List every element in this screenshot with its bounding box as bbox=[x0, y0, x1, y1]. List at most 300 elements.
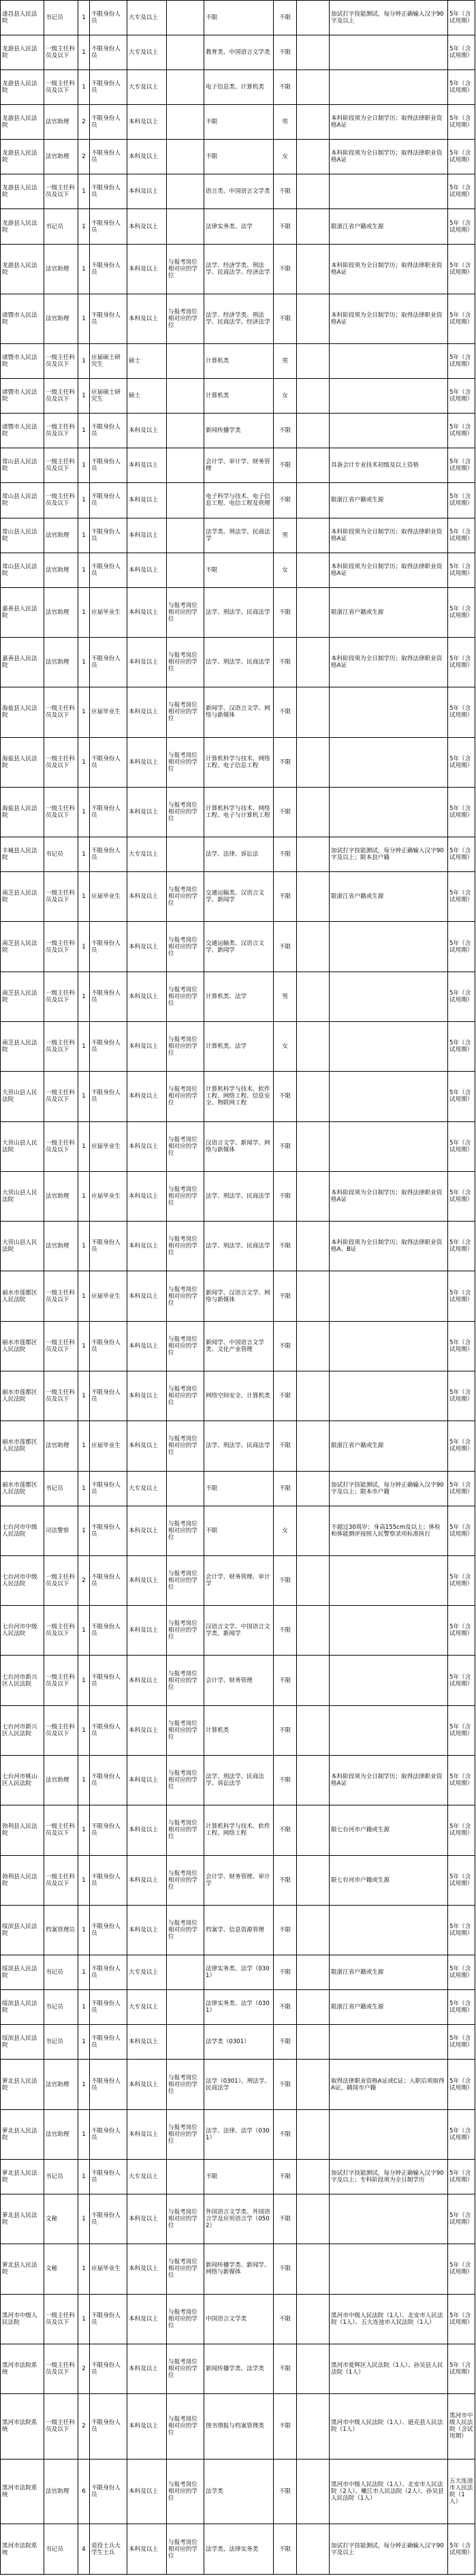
position-cell: 一级主任科员及以下 bbox=[44, 1021, 78, 1071]
major-cell: 法学（0301）、刑法学、民商法学 bbox=[204, 2060, 274, 2109]
position-cell: 一级主任科员及以下 bbox=[44, 448, 78, 483]
service-term-cell: 5年（含试用期） bbox=[448, 1555, 475, 1605]
major-cell: 交通运输类、汉语言文学、新闻学 bbox=[204, 872, 274, 922]
remarks-cell bbox=[330, 174, 448, 209]
identity-cell: 应届毕业生 bbox=[90, 587, 127, 637]
major-cell: 法学、刑法学、民商法学 bbox=[204, 1171, 274, 1221]
service-term-cell: 5年（含试用期） bbox=[448, 1905, 475, 1955]
education-cell: 大专及以上 bbox=[127, 1, 167, 35]
service-term-cell: 5年（含试用期） bbox=[448, 35, 475, 70]
position-cell: 书记员 bbox=[44, 2159, 78, 2194]
gender-cell: 不限 bbox=[274, 687, 297, 737]
education-cell: 本科及以上 bbox=[127, 1271, 167, 1321]
other-cell bbox=[297, 2459, 330, 2524]
education-cell: 本科及以上 bbox=[127, 174, 167, 209]
degree-cell: 与报考岗位相对应的学位 bbox=[167, 1072, 204, 1121]
count-cell: 1 bbox=[78, 1905, 90, 1955]
service-term-cell: 5年（含试用期） bbox=[448, 1855, 475, 1905]
other-cell bbox=[297, 553, 330, 587]
table-row bbox=[1, 1171, 475, 1221]
unit-cell: 勃利县人民法院 bbox=[1, 1805, 44, 1855]
table-row bbox=[1, 414, 475, 448]
unit-cell: 诸暨市人民法院 bbox=[1, 414, 44, 448]
count-cell: 4 bbox=[78, 2524, 90, 2575]
table-row bbox=[1, 35, 475, 70]
service-term-cell: 5年（含试用期） bbox=[448, 2060, 475, 2109]
gender-cell: 男 bbox=[274, 344, 297, 379]
major-cell: 不限 bbox=[204, 1506, 274, 1555]
table-row bbox=[1, 344, 475, 379]
degree-cell: 与报考岗位相对应的学位 bbox=[167, 294, 204, 343]
position-cell: 一级主任科员及以下 bbox=[44, 872, 78, 922]
identity-cell: 不限身份人员 bbox=[90, 637, 127, 687]
gender-cell: 不限 bbox=[274, 1756, 297, 1805]
other-cell bbox=[297, 1805, 330, 1855]
service-term-cell: 5年（含试用期） bbox=[448, 518, 475, 553]
gender-cell: 不限 bbox=[274, 872, 297, 922]
table-row bbox=[1, 1555, 475, 1605]
table-row bbox=[1, 1121, 475, 1171]
gender-cell: 不限 bbox=[274, 244, 297, 294]
gender-cell: 不限 bbox=[274, 2524, 297, 2575]
other-cell bbox=[297, 35, 330, 70]
gender-cell: 不限 bbox=[274, 2459, 297, 2524]
major-cell: 法学、刑法学、民商法学 bbox=[204, 587, 274, 637]
gender-cell: 不限 bbox=[274, 2344, 297, 2393]
count-cell: 1 bbox=[78, 244, 90, 294]
position-cell: 书记员 bbox=[44, 1471, 78, 1506]
major-cell: 计算机类 bbox=[204, 379, 274, 414]
position-cell: 一级主任科员及以下 bbox=[44, 344, 78, 379]
table-row bbox=[1, 1021, 475, 1071]
major-cell: 法学、经济学类、刑法学、民商法学、经济法学 bbox=[204, 244, 274, 294]
service-term-cell: 5年（含试用期） bbox=[448, 1805, 475, 1855]
other-cell bbox=[297, 2060, 330, 2109]
unit-cell: 黑河市法院系统 bbox=[1, 2344, 44, 2393]
other-cell bbox=[297, 972, 330, 1021]
degree-cell bbox=[167, 1990, 204, 2025]
identity-cell: 不限身份人员 bbox=[90, 737, 127, 787]
identity-cell: 不限身份人员 bbox=[90, 294, 127, 343]
count-cell: 1 bbox=[78, 414, 90, 448]
education-cell: 大专及以上 bbox=[127, 1990, 167, 2025]
position-cell: 法官助理 bbox=[44, 637, 78, 687]
degree-cell bbox=[167, 553, 204, 587]
major-cell: 法律实务类、法学 bbox=[204, 209, 274, 244]
remarks-cell: 黑河市爱辉区人民法院（1人）、孙吴县人民法院（1人） bbox=[330, 2344, 448, 2393]
gender-cell: 不限 bbox=[274, 1855, 297, 1905]
gender-cell: 不限 bbox=[274, 2109, 297, 2159]
major-cell: 法律实务类、法学（0301） bbox=[204, 1955, 274, 1990]
major-cell: 汉语言文学、新闻学、网络与新媒体 bbox=[204, 1121, 274, 1171]
gender-cell: 不限 bbox=[274, 1656, 297, 1705]
gender-cell: 不限 bbox=[274, 787, 297, 837]
unit-cell: 大营山县人民法院 bbox=[1, 1072, 44, 1121]
major-cell: 图书情报与档案管理类 bbox=[204, 2394, 274, 2459]
identity-cell: 不限身份人员 bbox=[90, 174, 127, 209]
table-row bbox=[1, 294, 475, 343]
degree-cell: 与报考岗位相对应的学位 bbox=[167, 1606, 204, 1656]
remarks-cell: 不超过30周岁；身高155cm及以上；体检和体能测评按照人民警察录用标准执行 bbox=[330, 1506, 448, 1555]
unit-cell: 七台河市新兴区人民法院 bbox=[1, 1705, 44, 1755]
major-cell: 法学、法律、法学（0301） bbox=[204, 2109, 274, 2159]
other-cell bbox=[297, 1506, 330, 1555]
count-cell: 1 bbox=[78, 448, 90, 483]
position-cell: 法官助理 bbox=[44, 244, 78, 294]
major-cell: 法学、刑法学、民商法学 bbox=[204, 1421, 274, 1471]
count-cell: 2 bbox=[78, 2394, 90, 2459]
gender-cell: 不限 bbox=[274, 209, 297, 244]
table-row bbox=[1, 2294, 475, 2344]
major-cell: 不限 bbox=[204, 2159, 274, 2194]
degree-cell: 与报考岗位相对应的学位 bbox=[167, 2394, 204, 2459]
education-cell: 本科及以上 bbox=[127, 1805, 167, 1855]
count-cell: 1 bbox=[78, 1506, 90, 1555]
table-row bbox=[1, 787, 475, 837]
position-cell: 一级主任科员及以下 bbox=[44, 1805, 78, 1855]
other-cell bbox=[297, 209, 330, 244]
gender-cell: 不限 bbox=[274, 2159, 297, 2194]
major-cell: 会计学、审计学、财务管理 bbox=[204, 448, 274, 483]
other-cell bbox=[297, 2344, 330, 2393]
degree-cell: 与报考岗位相对应的学位 bbox=[167, 637, 204, 687]
gender-cell: 不限 bbox=[274, 1555, 297, 1605]
unit-cell: 龙游县人民法院 bbox=[1, 174, 44, 209]
remarks-cell bbox=[330, 1271, 448, 1321]
other-cell bbox=[297, 587, 330, 637]
education-cell: 本科及以上 bbox=[127, 1171, 167, 1221]
major-cell: 会计学、财务管理 bbox=[204, 1656, 274, 1705]
degree-cell: 与报考岗位相对应的学位 bbox=[167, 2294, 204, 2344]
unit-cell: 丽水市莲都区人民法院 bbox=[1, 1271, 44, 1321]
education-cell: 本科及以上 bbox=[127, 294, 167, 343]
position-cell: 法官助理 bbox=[44, 140, 78, 174]
position-cell: 书记员 bbox=[44, 2025, 78, 2060]
count-cell: 1 bbox=[78, 837, 90, 872]
service-term-cell: 5年（含试用期） bbox=[448, 2244, 475, 2294]
degree-cell: 与报考岗位相对应的学位 bbox=[167, 922, 204, 972]
education-cell: 本科及以上 bbox=[127, 1656, 167, 1705]
position-cell: 司法警察 bbox=[44, 1506, 78, 1555]
major-cell: 语言类、中国语言文学类 bbox=[204, 174, 274, 209]
unit-cell: 龙游县人民法院 bbox=[1, 70, 44, 105]
table-row bbox=[1, 244, 475, 294]
unit-cell: 南芝县人民法院 bbox=[1, 972, 44, 1021]
education-cell: 本科及以上 bbox=[127, 872, 167, 922]
table-row bbox=[1, 837, 475, 872]
unit-cell: 大营山县人民法院 bbox=[1, 1171, 44, 1221]
table-row bbox=[1, 1072, 475, 1121]
remarks-cell bbox=[330, 1321, 448, 1371]
service-term-cell: 5年（含试用期） bbox=[448, 379, 475, 414]
identity-cell: 不限身份人员 bbox=[90, 2344, 127, 2393]
remarks-cell bbox=[330, 2194, 448, 2244]
unit-cell: 丽水市莲都区人民法院 bbox=[1, 1471, 44, 1506]
remarks-cell: 限浙江省户籍或生源 bbox=[330, 1421, 448, 1471]
major-cell: 不限 bbox=[204, 140, 274, 174]
degree-cell: 与报考岗位相对应的学位 bbox=[167, 1756, 204, 1805]
table-row bbox=[1, 1222, 475, 1271]
service-term-cell: 5年（含试用期） bbox=[448, 105, 475, 140]
identity-cell: 应届毕业生 bbox=[90, 1271, 127, 1321]
degree-cell bbox=[167, 2159, 204, 2194]
count-cell: 1 bbox=[78, 1990, 90, 2025]
other-cell bbox=[297, 1021, 330, 1071]
identity-cell: 不限身份人员 bbox=[90, 1555, 127, 1605]
degree-cell: 与报考岗位相对应的学位 bbox=[167, 1905, 204, 1955]
position-cell: 法官助理 bbox=[44, 1171, 78, 1221]
unit-cell: 常山县人民法院 bbox=[1, 553, 44, 587]
other-cell bbox=[297, 448, 330, 483]
position-cell: 一级主任科员及以下 bbox=[44, 1555, 78, 1605]
major-cell: 法律实务类、法学（0301） bbox=[204, 1990, 274, 2025]
remarks-cell bbox=[330, 344, 448, 379]
remarks-cell bbox=[330, 1656, 448, 1705]
unit-cell: 黑河市法院系统 bbox=[1, 2524, 44, 2575]
table-row bbox=[1, 872, 475, 922]
remarks-cell bbox=[330, 379, 448, 414]
position-cell: 一级主任科员及以下 bbox=[44, 1656, 78, 1705]
major-cell: 外国语言文学类、外国语言学及应用语言学（0502） bbox=[204, 2194, 274, 2244]
table-row bbox=[1, 637, 475, 687]
remarks-cell bbox=[330, 1121, 448, 1171]
education-cell: 本科及以上 bbox=[127, 2025, 167, 2060]
other-cell bbox=[297, 1705, 330, 1755]
service-term-cell: 5年（含试用期） bbox=[448, 1506, 475, 1555]
gender-cell: 不限 bbox=[274, 35, 297, 70]
education-cell: 大专及以上 bbox=[127, 2159, 167, 2194]
major-cell: 不限 bbox=[204, 1, 274, 35]
identity-cell: 不限身份人员 bbox=[90, 209, 127, 244]
identity-cell: 应届毕业生 bbox=[90, 2244, 127, 2294]
major-cell: 法学、刑法学、民商法学、诉讼法学 bbox=[204, 1756, 274, 1805]
remarks-cell bbox=[330, 70, 448, 105]
table-row bbox=[1, 1506, 475, 1555]
table-row bbox=[1, 483, 475, 518]
major-cell: 会计学、财务管理、审计学 bbox=[204, 1555, 274, 1605]
count-cell: 1 bbox=[78, 687, 90, 737]
count-cell: 1 bbox=[78, 35, 90, 70]
count-cell: 2 bbox=[78, 140, 90, 174]
other-cell bbox=[297, 1656, 330, 1705]
service-term-cell: 5年（含试用期） bbox=[448, 1321, 475, 1371]
table-row bbox=[1, 972, 475, 1021]
identity-cell: 不限身份人员 bbox=[90, 1805, 127, 1855]
major-cell: 教育类、中国语言文学类 bbox=[204, 35, 274, 70]
gender-cell: 不限 bbox=[274, 1705, 297, 1755]
gender-cell: 不限 bbox=[274, 174, 297, 209]
degree-cell: 与报考岗位相对应的学位 bbox=[167, 1171, 204, 1221]
degree-cell: 与报考岗位相对应的学位 bbox=[167, 1656, 204, 1705]
gender-cell: 不限 bbox=[274, 1955, 297, 1990]
other-cell bbox=[297, 872, 330, 922]
table-row bbox=[1, 70, 475, 105]
count-cell: 1 bbox=[78, 2194, 90, 2244]
education-cell: 本科及以上 bbox=[127, 2109, 167, 2159]
gender-cell: 不限 bbox=[274, 1072, 297, 1121]
education-cell: 本科及以上 bbox=[127, 1855, 167, 1905]
unit-cell: 常山县人民法院 bbox=[1, 483, 44, 518]
degree-cell: 与报考岗位相对应的学位 bbox=[167, 587, 204, 637]
position-cell: 一级主任科员及以下 bbox=[44, 1855, 78, 1905]
count-cell: 1 bbox=[78, 1421, 90, 1471]
education-cell: 本科及以上 bbox=[127, 1756, 167, 1805]
count-cell: 1 bbox=[78, 2294, 90, 2344]
service-term-cell: 5年（含试用期） bbox=[448, 483, 475, 518]
unit-cell: 诸暨市人民法院 bbox=[1, 379, 44, 414]
degree-cell bbox=[167, 35, 204, 70]
count-cell: 1 bbox=[78, 737, 90, 787]
position-cell: 法官助理 bbox=[44, 2060, 78, 2109]
gender-cell: 不限 bbox=[274, 1905, 297, 1955]
degree-cell: 与报考岗位相对应的学位 bbox=[167, 1222, 204, 1271]
unit-cell: 大营山县人民法院 bbox=[1, 1121, 44, 1171]
other-cell bbox=[297, 1756, 330, 1805]
gender-cell: 不限 bbox=[274, 1121, 297, 1171]
service-term-cell: 5年（含试用期） bbox=[448, 2025, 475, 2060]
count-cell: 1 bbox=[78, 1021, 90, 1071]
unit-cell: 南芝县人民法院 bbox=[1, 872, 44, 922]
unit-cell: 海盐县人民法院 bbox=[1, 787, 44, 837]
service-term-cell: 5年（含试用期） bbox=[448, 1121, 475, 1171]
table-row bbox=[1, 379, 475, 414]
position-cell: 法官助理 bbox=[44, 587, 78, 637]
service-term-cell: 5年（含试用期） bbox=[448, 1271, 475, 1321]
remarks-cell: 限浙江省户籍或生源 bbox=[330, 483, 448, 518]
education-cell: 本科及以上 bbox=[127, 737, 167, 787]
unit-cell: 嘉善县人民法院 bbox=[1, 637, 44, 687]
education-cell: 本科及以上 bbox=[127, 140, 167, 174]
service-term-cell: 5年（含试用期） bbox=[448, 244, 475, 294]
remarks-cell: 限浙江省户籍或生源 bbox=[330, 872, 448, 922]
gender-cell: 不限 bbox=[274, 1421, 297, 1471]
identity-cell: 退役士兵大学生士兵 bbox=[90, 2524, 127, 2575]
service-term-cell: 5年（含试用期） bbox=[448, 1656, 475, 1705]
identity-cell: 不限身份人员 bbox=[90, 972, 127, 1021]
identity-cell: 应届毕业生 bbox=[90, 687, 127, 737]
service-term-cell: 5年（含试用期） bbox=[448, 553, 475, 587]
education-cell: 本科及以上 bbox=[127, 2244, 167, 2294]
service-term-cell: 5年（含试用期） bbox=[448, 2294, 475, 2344]
service-term-cell: 5年（含试用期） bbox=[448, 1705, 475, 1755]
gender-cell: 不限 bbox=[274, 2194, 297, 2244]
unit-cell: 南芝县人民法院 bbox=[1, 922, 44, 972]
identity-cell: 不限身份人员 bbox=[90, 414, 127, 448]
remarks-cell: 限浙江省户籍或生源 bbox=[330, 587, 448, 637]
service-term-cell: 5年（含试用期） bbox=[448, 70, 475, 105]
degree-cell: 与报考岗位相对应的学位 bbox=[167, 972, 204, 1021]
major-cell: 计算机类 bbox=[204, 1705, 274, 1755]
other-cell bbox=[297, 244, 330, 294]
degree-cell: 与报考岗位相对应的学位 bbox=[167, 2060, 204, 2109]
position-cell: 一级主任科员及以下 bbox=[44, 414, 78, 448]
position-cell: 法官助理 bbox=[44, 2459, 78, 2524]
other-cell bbox=[297, 105, 330, 140]
remarks-cell: 加试打字技能测试，每分钟正确输入汉字90字及以上 bbox=[330, 1, 448, 35]
other-cell bbox=[297, 1171, 330, 1221]
service-term-cell: 5年（含试用期） bbox=[448, 922, 475, 972]
degree-cell bbox=[167, 344, 204, 379]
degree-cell bbox=[167, 209, 204, 244]
count-cell: 1 bbox=[78, 587, 90, 637]
unit-cell: 七台河市新兴区人民法院 bbox=[1, 1656, 44, 1705]
count-cell: 6 bbox=[78, 2459, 90, 2524]
degree-cell: 与报考岗位相对应的学位 bbox=[167, 1421, 204, 1471]
position-cell: 一级主任科员及以下 bbox=[44, 483, 78, 518]
other-cell bbox=[297, 1222, 330, 1271]
unit-cell: 萝北县人民法院 bbox=[1, 2109, 44, 2159]
unit-cell: 绥滨县人民法院 bbox=[1, 1990, 44, 2025]
count-cell: 1 bbox=[78, 379, 90, 414]
position-cell: 一级主任科员及以下 bbox=[44, 1271, 78, 1321]
identity-cell: 不限身份人员 bbox=[90, 1321, 127, 1371]
identity-cell: 不限身份人员 bbox=[90, 2294, 127, 2344]
service-term-cell: 5年（含试用期） bbox=[448, 2344, 475, 2393]
identity-cell: 不限身份人员 bbox=[90, 2159, 127, 2194]
identity-cell: 不限身份人员 bbox=[90, 1990, 127, 2025]
unit-cell: 七台河市中级人民法院 bbox=[1, 1506, 44, 1555]
table-row bbox=[1, 922, 475, 972]
count-cell: 1 bbox=[78, 553, 90, 587]
position-cell: 一级主任科员及以下 bbox=[44, 1371, 78, 1421]
gender-cell: 不限 bbox=[274, 2394, 297, 2459]
position-cell: 一级主任科员及以下 bbox=[44, 787, 78, 837]
degree-cell bbox=[167, 174, 204, 209]
count-cell: 1 bbox=[78, 872, 90, 922]
remarks-cell: 本科阶段须为全日制学历；取得法律职业资格A证 bbox=[330, 518, 448, 553]
other-cell bbox=[297, 787, 330, 837]
gender-cell: 不限 bbox=[274, 1, 297, 35]
position-cell: 书记员 bbox=[44, 837, 78, 872]
table-body bbox=[1, 1, 475, 2575]
count-cell: 1 bbox=[78, 1471, 90, 1506]
gender-cell: 男 bbox=[274, 105, 297, 140]
education-cell: 本科及以上 bbox=[127, 1021, 167, 1071]
other-cell bbox=[297, 1855, 330, 1905]
education-cell: 本科及以上 bbox=[127, 2060, 167, 2109]
identity-cell: 应届硕士研究生 bbox=[90, 379, 127, 414]
education-cell: 本科及以上 bbox=[127, 1371, 167, 1421]
degree-cell: 与报考岗位相对应的学位 bbox=[167, 2459, 204, 2524]
count-cell: 1 bbox=[78, 787, 90, 837]
other-cell bbox=[297, 1072, 330, 1121]
service-term-cell: 5年（含试用期） bbox=[448, 294, 475, 343]
identity-cell: 不限身份人员 bbox=[90, 2109, 127, 2159]
education-cell: 硕士 bbox=[127, 379, 167, 414]
degree-cell: 与报考岗位相对应的学位 bbox=[167, 244, 204, 294]
education-cell: 本科及以上 bbox=[127, 1421, 167, 1471]
position-cell: 一级主任科员及以下 bbox=[44, 1072, 78, 1121]
degree-cell: 与报考岗位相对应的学位 bbox=[167, 1705, 204, 1755]
remarks-cell bbox=[330, 1905, 448, 1955]
count-cell: 1 bbox=[78, 209, 90, 244]
table-row bbox=[1, 2524, 475, 2575]
degree-cell bbox=[167, 1955, 204, 1990]
service-term-cell: 5年（含试用期） bbox=[448, 1606, 475, 1656]
count-cell: 1 bbox=[78, 1855, 90, 1905]
other-cell bbox=[297, 2194, 330, 2244]
remarks-cell: 加试打字技能测试，每分钟正确输入汉字90字及以上；限本县户籍 bbox=[330, 837, 448, 872]
table-row bbox=[1, 209, 475, 244]
service-term-cell: 5年（含试用期） bbox=[448, 344, 475, 379]
table-row bbox=[1, 448, 475, 483]
unit-cell: 萝北县人民法院 bbox=[1, 2194, 44, 2244]
major-cell: 计算机科学与技术、网络工程、电子与计算机工程 bbox=[204, 787, 274, 837]
identity-cell: 应届毕业生 bbox=[90, 872, 127, 922]
degree-cell: 与报考岗位相对应的学位 bbox=[167, 1855, 204, 1905]
count-cell: 1 bbox=[78, 1955, 90, 1990]
education-cell: 本科及以上 bbox=[127, 448, 167, 483]
